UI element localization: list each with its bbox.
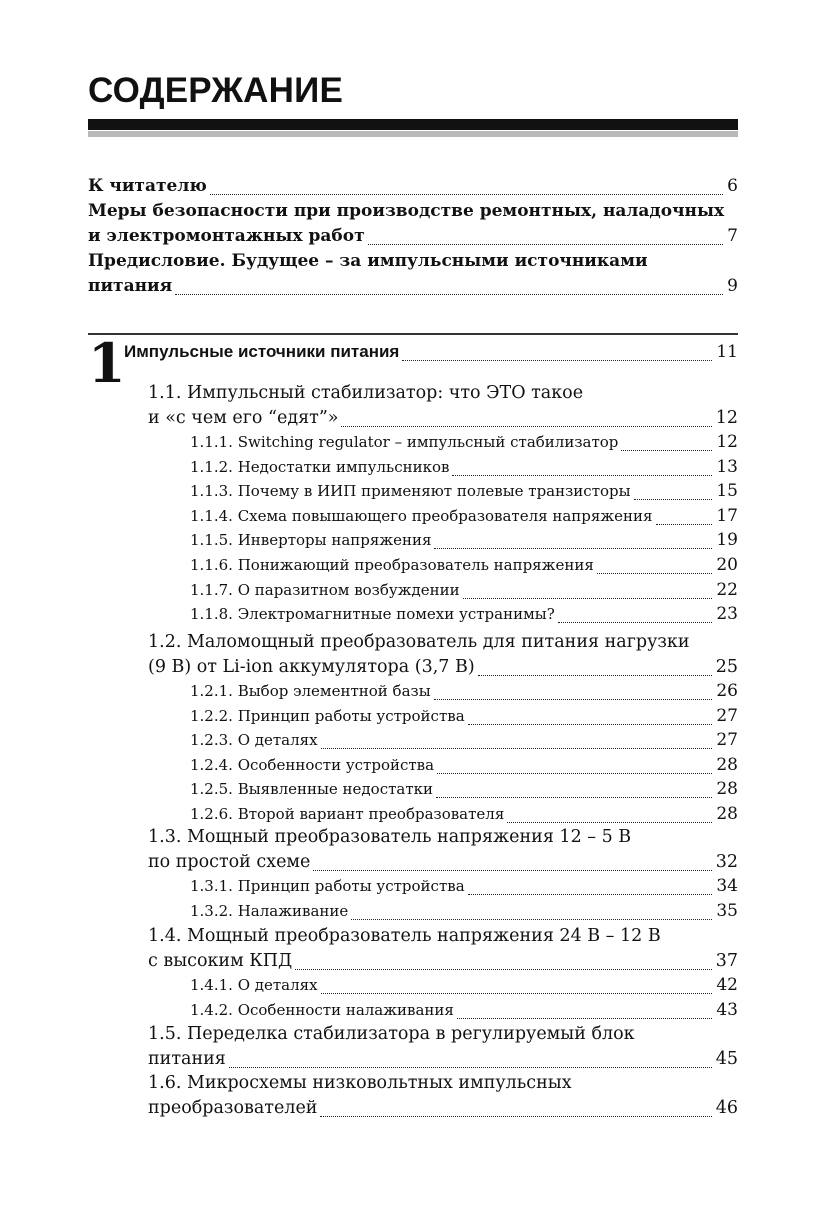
toc-entry-title: по простой схеме <box>148 852 311 872</box>
toc-subsection-1-5[interactable] <box>190 530 738 555</box>
leader-dots <box>656 524 713 525</box>
toc-entry-title: К читателю <box>88 176 207 196</box>
toc-subsection-2-6[interactable] <box>190 804 738 829</box>
leader-dots <box>597 573 713 574</box>
toc-subsection-3-1[interactable] <box>190 876 738 901</box>
toc-page-number: 27 <box>716 705 738 726</box>
toc-section-3-line1[interactable] <box>148 827 631 852</box>
toc-page-number: 34 <box>716 876 738 896</box>
toc-entry-title: 1.4.1. О деталях <box>190 976 318 994</box>
toc-page-number: 20 <box>716 555 738 575</box>
leader-dots <box>320 1116 711 1117</box>
leader-dots <box>313 870 711 871</box>
toc-entry-title: 1.2.3. О деталях <box>190 731 318 750</box>
leader-dots <box>436 797 712 798</box>
toc-page-number: 32 <box>715 852 738 872</box>
toc-entry-title: 1.1. Импульсный стабилизатор: что ЭТО такое <box>148 383 584 403</box>
toc-entry-title: и электромонтажных работ <box>88 226 365 246</box>
toc-entry-title: 1.4. Мощный преобразователь напряжения 24 В – 12 В <box>148 926 661 946</box>
toc-section-5-line1[interactable] <box>148 1024 635 1049</box>
toc-page-number: 23 <box>716 604 738 625</box>
toc-page-number: 28 <box>716 804 738 824</box>
leader-dots <box>321 993 713 994</box>
leader-dots <box>478 675 712 676</box>
leader-dots <box>507 822 712 823</box>
toc-section-3[interactable] <box>148 852 738 877</box>
leader-dots <box>175 294 723 295</box>
toc-subsection-1-6[interactable] <box>190 555 738 580</box>
toc-entry-title: 1.1.7. О паразитном возбуждении <box>190 580 460 599</box>
toc-entry-title: 1.3. Мощный преобразователь напряжения 12 – 5 В <box>148 827 632 847</box>
toc-page-number: 22 <box>716 579 738 600</box>
toc-page-number: 46 <box>715 1098 738 1118</box>
page-title: СОДЕРЖАНИЕ <box>88 71 344 110</box>
toc-entry-to-reader[interactable] <box>88 176 738 201</box>
toc-section-2-line1[interactable] <box>148 632 690 657</box>
leader-dots <box>341 426 711 427</box>
toc-entry-title: 1.2.2. Принцип работы устройства <box>190 706 465 725</box>
toc-subsection-1-4[interactable] <box>190 506 738 531</box>
toc-subsection-1-2[interactable] <box>190 457 738 482</box>
leader-dots <box>621 450 712 451</box>
leader-dots <box>634 499 713 500</box>
toc-subsection-4-1[interactable] <box>190 975 738 1000</box>
toc-section-1[interactable] <box>148 408 738 433</box>
leader-dots <box>402 360 712 361</box>
toc-page-number: 43 <box>716 999 738 1020</box>
leader-dots <box>351 919 712 920</box>
toc-subsection-4-2[interactable] <box>190 1000 738 1025</box>
toc-page-number: 17 <box>716 505 738 526</box>
toc-page-number: 28 <box>716 779 738 800</box>
toc-entry-title: 1.1.8. Электромагнитные помехи устранимы? <box>190 605 555 624</box>
leader-dots <box>437 773 712 774</box>
toc-entry-preface[interactable] <box>88 276 738 301</box>
toc-entry-title: 1.6. Микросхемы низковольтных импульсных <box>148 1073 572 1093</box>
toc-entry-preface-line1[interactable] <box>88 251 648 276</box>
toc-entry-title: 1.1.4. Схема повышающего преобразователя напряжения <box>190 506 653 525</box>
toc-entry-title: 1.3.2. Налаживание <box>190 901 349 920</box>
toc-entry-title: 1.1.5. Инверторы напряжения <box>190 531 432 550</box>
leader-dots <box>452 475 712 476</box>
toc-entry-title: 1.1.1. Switching regulator – импульсный стабилизатор <box>190 433 619 451</box>
toc-entry-title: 1.1.2. Недостатки импульсников <box>190 457 450 476</box>
toc-page-number: 11 <box>716 342 738 362</box>
toc-entry-safety[interactable] <box>88 226 738 251</box>
leader-dots <box>321 748 713 749</box>
toc-entry-title: и «с чем его “едят”» <box>148 408 339 428</box>
toc-section-5[interactable] <box>148 1049 738 1074</box>
toc-page-number: 15 <box>716 481 738 502</box>
toc-subsection-1-3[interactable] <box>190 481 738 506</box>
toc-subsection-1-7[interactable] <box>190 580 738 605</box>
toc-subsection-1-8[interactable] <box>190 604 738 629</box>
toc-section-6-line1[interactable] <box>148 1073 572 1098</box>
title-bar-black <box>88 119 738 130</box>
leader-dots <box>434 548 712 549</box>
leader-dots <box>457 1018 712 1019</box>
leader-dots <box>368 244 724 245</box>
toc-subsection-3-2[interactable] <box>190 901 738 926</box>
title-bar-gray <box>88 131 738 137</box>
toc-subsection-1-1[interactable] <box>190 432 738 457</box>
toc-subsection-2-5[interactable] <box>190 779 738 804</box>
leader-dots <box>295 969 711 970</box>
toc-subsection-2-2[interactable] <box>190 706 738 731</box>
toc-page-number: 45 <box>715 1049 738 1069</box>
toc-section-1-line1[interactable] <box>148 383 583 408</box>
toc-page-number: 13 <box>716 456 738 477</box>
toc-section-4[interactable] <box>148 951 738 976</box>
toc-entry-title: (9 В) от Li-ion аккумулятора (3,7 В) <box>148 657 475 677</box>
toc-entry-title: 1.3.1. Принцип работы устройства <box>190 877 465 895</box>
toc-entry-title: 1.2.6. Второй вариант преобразователя <box>190 805 505 823</box>
toc-page-number: 12 <box>715 408 738 428</box>
toc-entry-title: 1.1.6. Понижающий преобразователь напряжения <box>190 556 594 574</box>
toc-page-number: 26 <box>716 681 738 701</box>
toc-entry-title: преобразователей <box>148 1098 318 1118</box>
toc-entry-title: питания <box>148 1049 226 1069</box>
toc-subsection-2-4[interactable] <box>190 755 738 780</box>
toc-page-number: 6 <box>727 176 738 196</box>
toc-entry-safety-line1[interactable] <box>88 201 724 226</box>
leader-dots <box>434 699 713 700</box>
leader-dots <box>468 724 713 725</box>
toc-entry-title: 1.2. Маломощный преобразователь для питания нагрузки <box>148 632 690 652</box>
toc-page-number: 28 <box>716 754 738 775</box>
toc-subsection-2-3[interactable] <box>190 730 738 755</box>
toc-page-number: 42 <box>716 975 738 995</box>
toc-entry-title: 1.2.4. Особенности устройства <box>190 755 435 774</box>
toc-entry-title: питания <box>88 276 173 296</box>
toc-page-number: 9 <box>727 276 738 296</box>
toc-page-number: 27 <box>716 730 738 751</box>
leader-dots <box>463 598 713 599</box>
toc-page-number: 7 <box>727 226 738 246</box>
toc-entry-title: Предисловие. Будущее – за импульсными источниками <box>88 251 648 271</box>
toc-entry-title: с высоким КПД <box>148 951 293 971</box>
leader-dots <box>468 894 713 895</box>
toc-entry-title: 1.4.2. Особенности налаживания <box>190 1000 454 1019</box>
toc-section-2[interactable] <box>148 657 738 682</box>
toc-entry-title: 1.2.5. Выявленные недостатки <box>190 780 434 799</box>
toc-entry-title: Меры безопасности при производстве ремонтных, наладочных <box>88 201 725 221</box>
toc-entry-chapter-1[interactable] <box>124 342 738 367</box>
leader-dots <box>558 622 713 623</box>
toc-section-6[interactable] <box>148 1098 738 1123</box>
toc-entry-title: Импульсные источники питания <box>124 342 400 361</box>
leader-dots <box>210 194 723 195</box>
chapter-divider <box>88 333 738 335</box>
chapter-number: 1 <box>88 331 126 395</box>
leader-dots <box>229 1067 712 1068</box>
toc-entry-title: 1.5. Переделка стабилизатора в регулируемый блок <box>148 1024 635 1044</box>
toc-page-number: 12 <box>716 432 738 452</box>
toc-entry-title: 1.1.3. Почему в ИИП применяют полевые транзисторы <box>190 482 631 501</box>
toc-page-number: 19 <box>716 530 738 551</box>
toc-subsection-2-1[interactable] <box>190 681 738 706</box>
toc-section-4-line1[interactable] <box>148 926 661 951</box>
toc-page-number: 37 <box>715 951 738 971</box>
toc-entry-title: 1.2.1. Выбор элементной базы <box>190 682 431 700</box>
toc-page-number: 25 <box>715 657 738 677</box>
toc-page-number: 35 <box>716 900 738 921</box>
